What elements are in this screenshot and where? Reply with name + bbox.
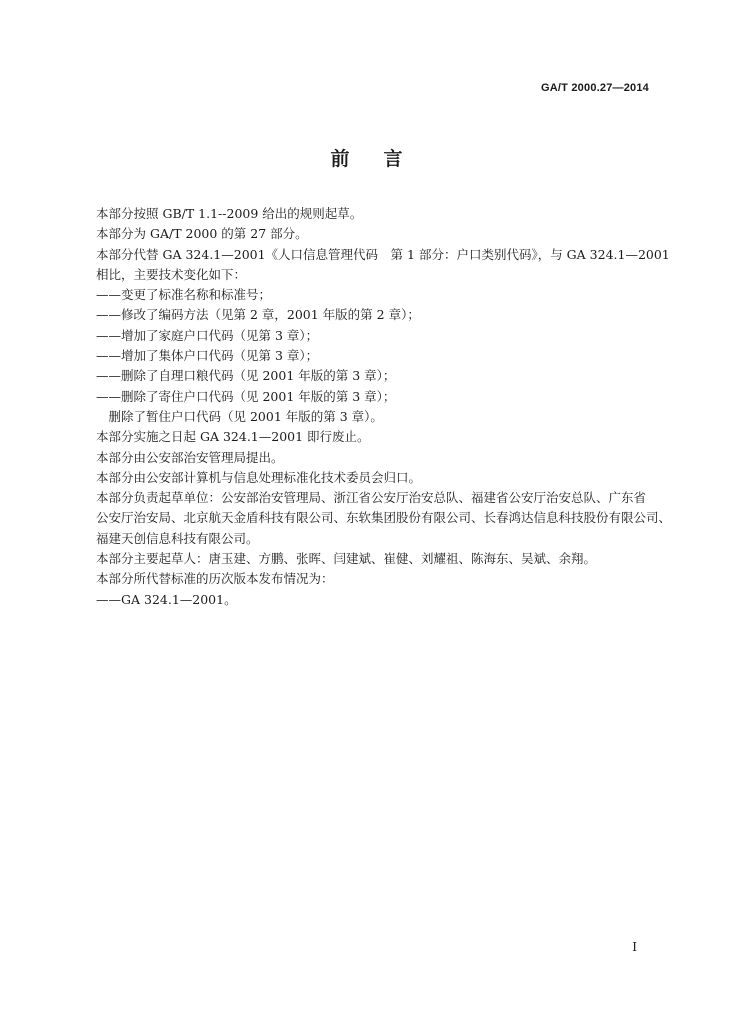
document-code: GA/T 2000.27—2014 <box>541 82 649 94</box>
page-number: I <box>632 940 637 954</box>
list-item: ——增加了家庭户口代码（见第 3 章）； <box>96 327 319 343</box>
list-item: ——增加了集体户口代码（见第 3 章）； <box>96 348 319 364</box>
paragraph-continuation: 福建天创信息科技有限公司。 <box>96 530 259 546</box>
paragraph-continuation: 相比，主要技术变化如下： <box>96 266 247 282</box>
list-item: ——删除了自理口粮代码（见 2001 年版的第 3 章）； <box>96 368 396 384</box>
paragraph: 本部分所代替标准的历次版本发布情况为： <box>96 571 334 587</box>
paragraph: 本部分代替 GA 324.1—2001《人口信息管理代码 第 1 部分：户口类别代码》，与 GA 324.1—2001 <box>96 246 670 262</box>
list-item: ——修改了编码方法（见第 2 章，2001 年版的第 2 章）； <box>96 307 420 323</box>
paragraph: 本部分为 GA/T 2000 的第 27 部分。 <box>96 226 308 242</box>
paragraph: 本部分实施之日起 GA 324.1—2001 即行废止。 <box>96 429 370 445</box>
paragraph: 本部分主要起草人：唐玉建、方鹏、张晖、闫建斌、崔健、刘耀祖、陈海东、吴斌、余翔。 <box>96 551 597 567</box>
list-item: 删除了暂住户口代码（见 2001 年版的第 3 章）。 <box>96 408 383 424</box>
paragraph: 本部分由公安部计算机与信息处理标准化技术委员会归口。 <box>96 469 422 485</box>
paragraph: 本部分按照 GB/T 1.1--2009 给出的规则起草。 <box>96 206 363 221</box>
foreword-body <box>96 204 672 610</box>
section-title: 前言 <box>330 148 437 170</box>
list-item: ——变更了标准名称和标准号； <box>96 287 272 303</box>
list-item: ——删除了寄住户口代码（见 2001 年版的第 3 章）； <box>96 388 396 404</box>
paragraph: 本部分由公安部治安管理局提出。 <box>96 449 284 465</box>
paragraph-continuation: 公安厅治安局、北京航天金盾科技有限公司、东软集团股份有限公司、长春鸿达信息科技股份有限公司、 <box>96 510 672 526</box>
list-item: ——GA 324.1—2001。 <box>96 591 237 607</box>
paragraph: 本部分负责起草单位：公安部治安管理局、浙江省公安厅治安总队、福建省公安厅治安总队、广东省 <box>96 490 647 506</box>
